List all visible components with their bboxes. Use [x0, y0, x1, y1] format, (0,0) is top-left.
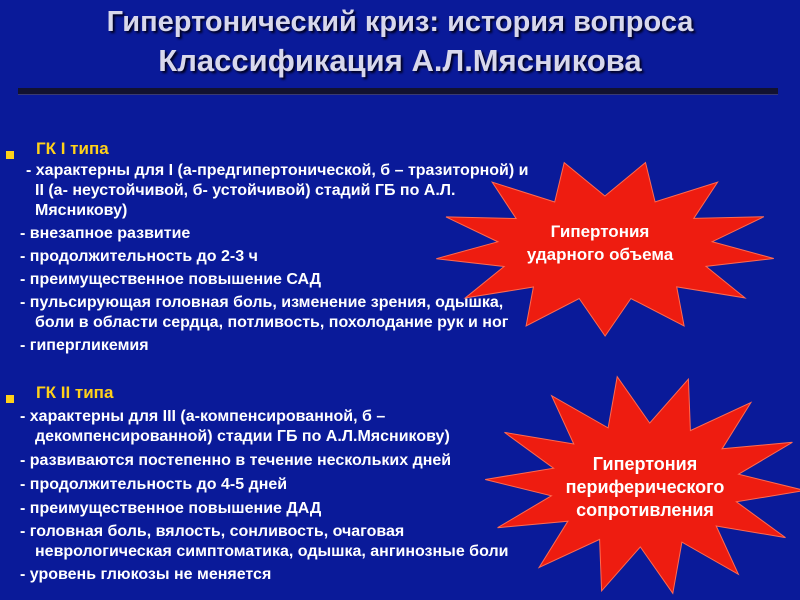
type1-line: - внезапное развитие	[20, 225, 191, 242]
type1-line: II (а- неустойчивой, б- устойчивой) стадий ГБ по А.Л.	[35, 182, 456, 199]
type2-line: - продолжительность до 4-5 дней	[20, 476, 288, 493]
type2-line: декомпенсированной) стадии ГБ по А.Л.Мясникову)	[35, 428, 450, 445]
type2-line: - развиваются постепенно в течение нескольких дней	[20, 452, 452, 469]
type2-line: - преимущественное повышение ДАД	[20, 500, 322, 517]
type1-line: - продолжительность до 2-3 ч	[20, 248, 258, 265]
type2-line: - головная боль, вялость, сонливость, очаговая	[20, 523, 405, 540]
star2-label-line: Гипертония	[592, 454, 698, 474]
section-heading-type1: ГК I типа	[36, 139, 109, 158]
section-heading-type2: ГК II типа	[36, 383, 114, 402]
type1-line: - гипергликемия	[20, 337, 149, 354]
type1-line: - характерны для I (а-предгипертонической, б – тразиторной) и	[26, 162, 529, 179]
type1-line: - преимущественное повышение САД	[20, 271, 322, 288]
type2-line: - характерны для III (а-компенсированной, б –	[20, 408, 386, 425]
type2-line: неврологическая симптоматика, одышка, ангинозные боли	[35, 543, 509, 560]
star1-label-line: Гипертония	[550, 222, 650, 241]
slide-subtitle: Классификация А.Л.Мясникова	[158, 43, 642, 78]
star1-label-line: ударного объема	[526, 245, 674, 264]
star2-label-line: сопротивления	[576, 500, 714, 520]
type1-line: - пульсирующая головная боль, изменение зрения, одышка,	[20, 294, 504, 311]
slide-title: Гипертонический криз: история вопроса	[106, 6, 694, 38]
type1-line: Мясникову)	[35, 202, 128, 219]
type2-line: - уровень глюкозы не меняется	[20, 566, 272, 583]
star2-label-line: периферического	[565, 477, 725, 497]
type1-line: боли в области сердца, потливость, похолодание рук и ног	[35, 314, 509, 331]
